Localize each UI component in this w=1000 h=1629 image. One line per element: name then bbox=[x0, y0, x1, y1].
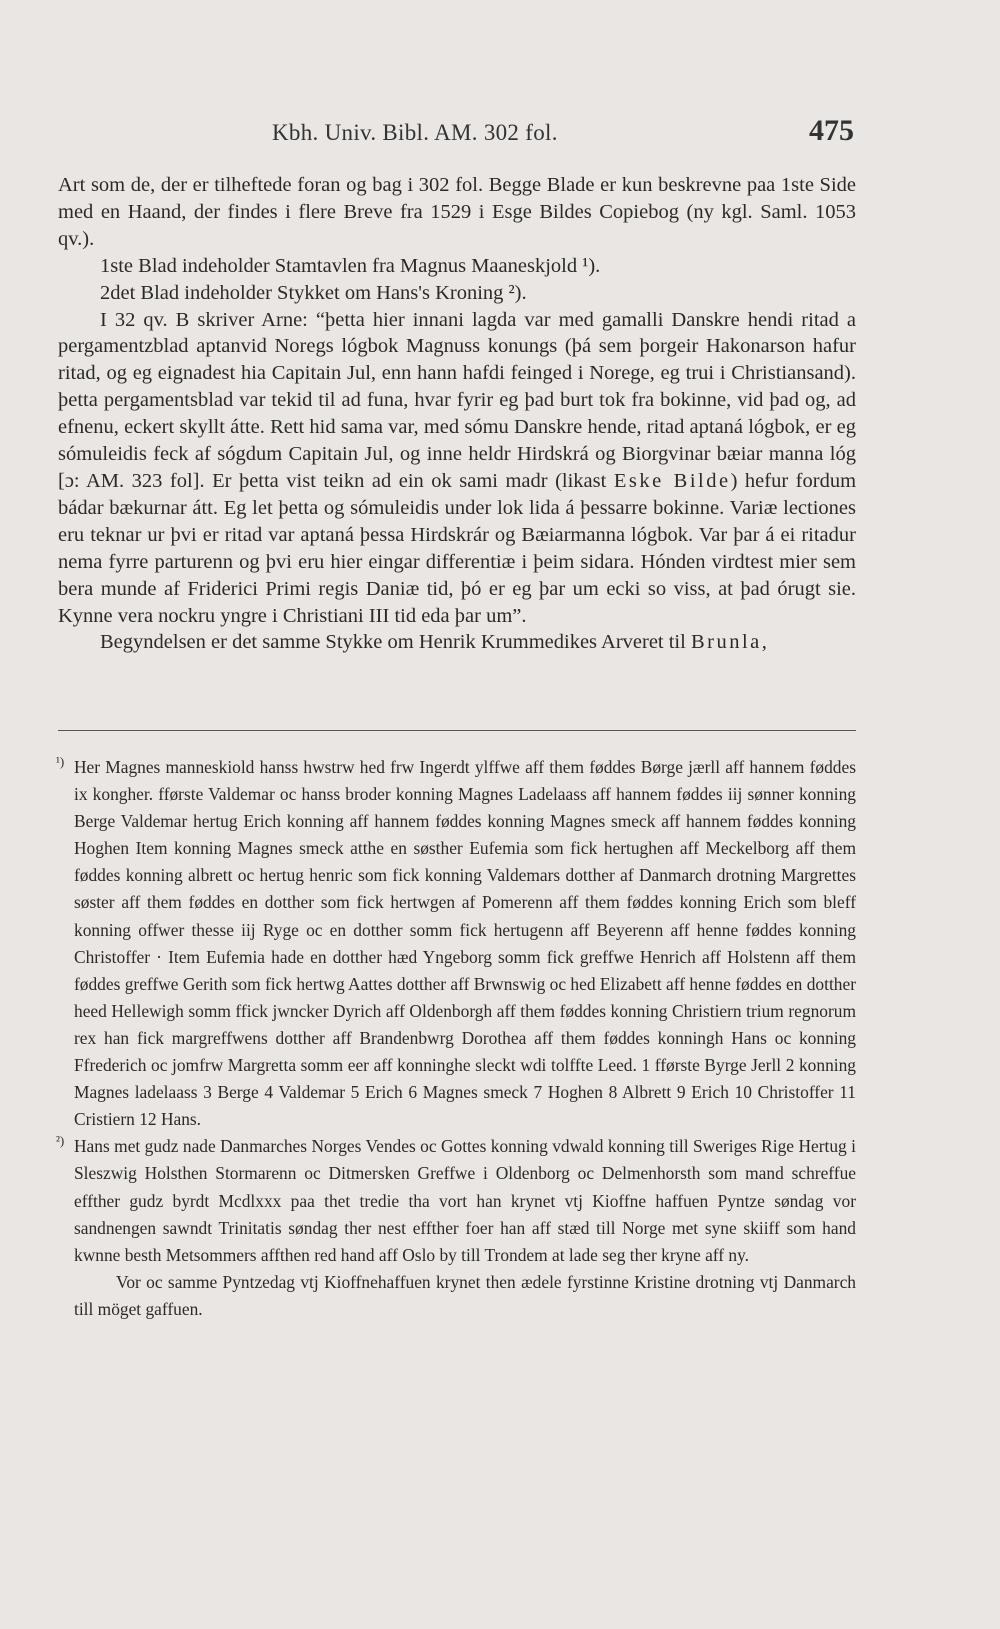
spaced-name: Brunla, bbox=[690, 631, 770, 654]
main-text bbox=[58, 172, 856, 656]
paragraph bbox=[58, 629, 856, 656]
paragraph bbox=[58, 307, 856, 630]
spaced-name: Eske Bilde bbox=[613, 469, 731, 492]
footnote-rule bbox=[58, 730, 856, 731]
footnote-marker: ²) bbox=[56, 1133, 65, 1149]
paragraph-text: I 32 qv. B skriver Arne: “þetta hier innani lagda var med gamalli Danskre hendi ritad a pergamentzblad aptanvid Noregs lógbok Magnuss konungs (þá sem þorgeir Hakonarson hafur ritad, og eg eignadest hia Capitain Jul, enn hann hafdi feinged i Norege, eg trui i Christiansand). þetta pergamentsblad var tekid til ad funa, hvar fyrir eg þad burt tok fra bokinne, vid þad og, ad efnenu, eckert skyllt átte. Rett hid sama var, med sómu Danskre hende, ritad aptaná lógbok, er eg sómuleidis feck af sógdum Capitain Jul, og inne heldr Hirdskrá og Biorgvinar bæiar manna lóg [ɔ: AM. 323 fol]. Er þetta vist teikn ad ein ok sami madr (likast bbox=[58, 308, 856, 492]
footnote bbox=[58, 1133, 856, 1323]
footnotes bbox=[58, 754, 856, 1323]
paragraph: 1ste Blad indeholder Stamtavlen fra Magnus Maaneskjold ¹). bbox=[100, 254, 601, 277]
paragraph-text: Begyndelsen er det samme Stykke om Henrik Krummedikes Arveret til bbox=[100, 631, 686, 654]
footnote bbox=[58, 754, 856, 1133]
footnote-text: Her Magnes manneskiold hanss hwstrw hed frw Ingerdt ylffwe aff them føddes Børge jærll aff hannem føddes ix kongher. fførste Valdemar oc hanss broder konning Magnes Ladelaass aff hannem føddes iij sønner konning Berge Valdemar hertug Erich konning aff hannem føddes konning Magnes smeck aff hannem føddes konning Hoghen Item konning Magnes smeck atthe en søsther Eufemia som fick hertughen aff Meckelborg aff them føddes konning albrett oc hertug henric som fick konning Valdemars dotther af Danmarch drotning Margrettes søster aff them føddes en dotther som fick hertwgen af Pomerenn aff them føddes konning Erich som bleff konning offwer thesse iij Ryge oc en dotther somm fick hertugenn aff Beyerenn aff henne føddes konning Christoffer · Item Eufemia hade en dotther hæd Yngeborg somm fick greffwe Henrich aff Holstenn aff them føddes greffwe Gerith som fick hertwg Aattes dotther aff Brwnswig oc hed Elizabett aff henne føddes en dotther heed Hellewigh somm ffick jwncker Dyrich aff Oldenborgh aff them føddes konning Christiern trium regnorum rex han fick margreffwens dotther aff Brandenbwrg Dorothea aff them føddes konningh Hans oc konning Ffrederich oc jomfrw Margretta somm eer aff konninghe sleckt wdi tolffte Leed. 1 fførste Byrge Jerll 2 konning Magnes ladelaass 3 Berge 4 Valdemar 5 Erich 6 Magnes smeck 7 Hoghen 8 Albrett 9 Erich 10 Christoffer 11 Cristiern 12 Hans. bbox=[74, 757, 856, 1130]
footnote-text: Hans met gudz nade Danmarches Norges Vendes oc Gottes konning vdwald konning till Sweriges Rige Hertug i Sleszwig Holsthen Stormarenn oc Ditmersken Greffwe i Oldenborg oc Delmenhorsth som mand schreffue effther gudz byrdt Mcdlxxx paa thet tredie tha vort han krynet vtj Kioffne haffuen Pyntze søndag vor sandnengen sawndt Trinitatis søndag ther nest effther foer han aff stæd till Norge met syne skiiff som hand kwnne besth Metsommers affthen red hand aff Oslo by till Trondem at lade seg ther kryne aff ny. bbox=[74, 1136, 856, 1265]
running-head: Kbh. Univ. Bibl. AM. 302 fol. bbox=[272, 120, 558, 145]
page-header bbox=[0, 112, 1000, 152]
paragraph-text: ) hefur fordum bádar bækurnar átt. Eg let þetta og sómuleidis under lok lida á þessarre bokinne. Variæ lectiones eru teknar ur þvi er ritad var aptaná þessa Hirdskrár og Bæiarmanna lógbok. Var þar á ei ritadur nema fyrre parturenn og þvi eru hier eingar differentiæ i þeim sidara. Hónden virdtest mier sem bera munde af Friderici Primi regis Daniæ tid, þó er eg þar um ecki so viss, at þad órugt sie. Kynne vera nockru yngre i Christiani III tid eda þar um”. bbox=[58, 469, 857, 627]
footnote-marker: ¹) bbox=[56, 754, 65, 769]
page-number: 475 bbox=[809, 114, 854, 147]
paragraph: Art som de, der er tilheftede foran og bag i 302 fol. Begge Blade er kun beskrevne paa 1ste Side med en Haand, der findes i flere Breve fra 1529 i Esge Bildes Copiebog (ny kgl. Saml. 1053 qv.). bbox=[58, 174, 856, 250]
footnote-text: Vor oc samme Pyntzedag vtj Kioffnehaffuen krynet then ædele fyrstinne Kristine drotning vtj Danmarch till möget gaffuen. bbox=[74, 1271, 856, 1319]
paragraph: 2det Blad indeholder Stykket om Hans's Kroning ²). bbox=[100, 281, 527, 304]
